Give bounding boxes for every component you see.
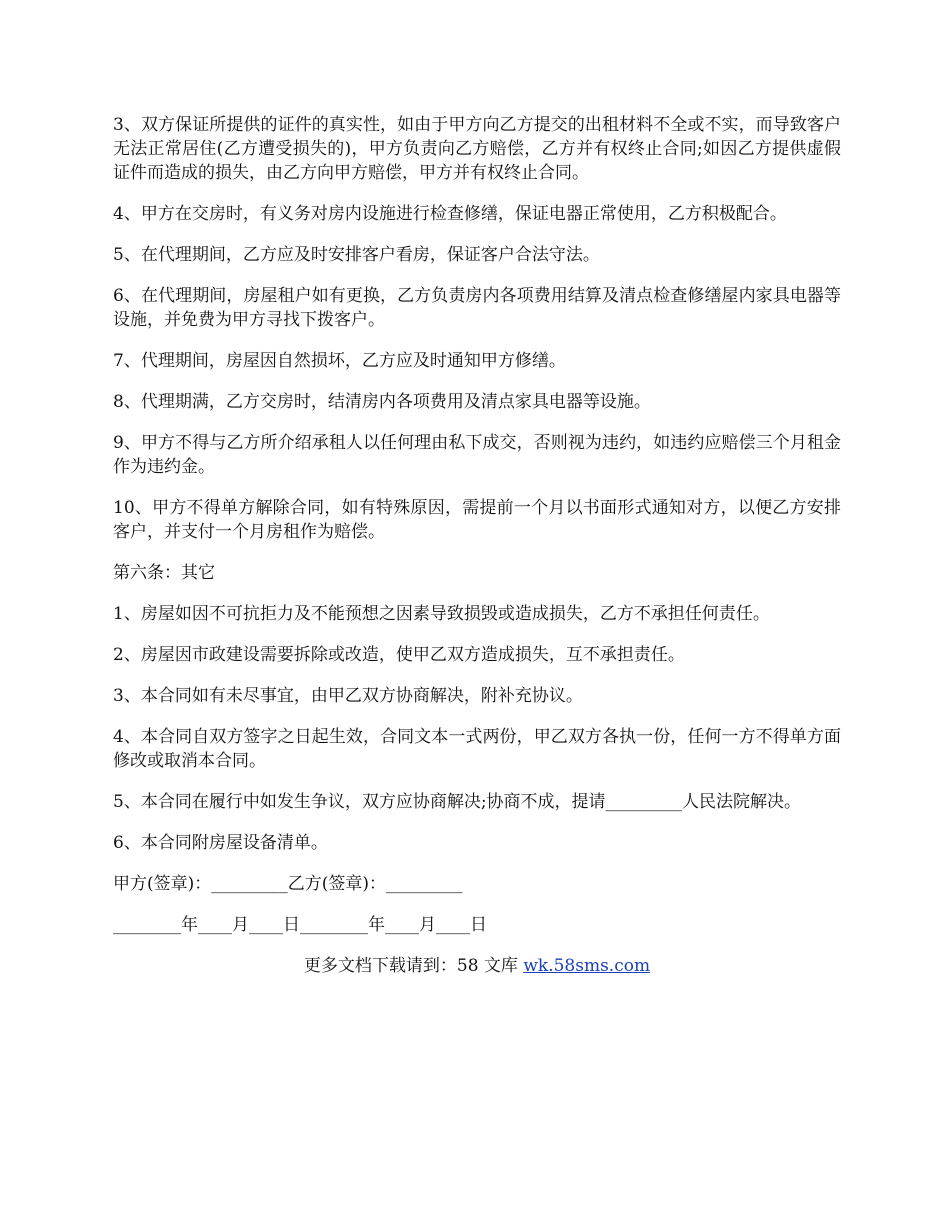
other-clause-6-equipment-list: 6、本合同附房屋设备清单。	[113, 833, 328, 853]
section-6-heading: 第六条：其它	[113, 563, 215, 583]
other-clause-4-effective: 4、本合同自双方签字之日起生效，合同文本一式两份，甲乙双方各执一份，任何一方不得单方面修改或取消本合同。	[113, 727, 841, 771]
clause-4-handover-inspection: 4、甲方在交房时，有义务对房内设施进行检查修缮，保证电器正常使用，乙方积极配合。	[113, 204, 787, 224]
clause-3-authenticity: 3、双方保证所提供的证件的真实性，如由于甲方向乙方提交的出租材料不全或不实，而导致客户无法正常居住(乙方遭受损失的)，甲方负责向乙方赔偿，乙方并有权终止合同;如因乙方提供虚假证件而造成的损失，由乙方向甲方赔偿，甲方并有权终止合同。	[113, 115, 841, 183]
other-clause-2-demolition: 2、房屋因市政建设需要拆除或改造，使甲乙双方造成损失，互不承担责任。	[113, 645, 685, 665]
footer-text: 更多文档下载请到：58 文库	[303, 956, 524, 976]
clause-8-term-end: 8、代理期满，乙方交房时，结清房内各项费用及清点家具电器等设施。	[113, 392, 651, 412]
signature-line: 甲方(签章)：_________乙方(签章)：_________	[113, 874, 463, 894]
date-line: ________年____月____日________年____月____日	[113, 915, 487, 935]
other-clause-5-dispute: 5、本合同在履行中如发生争议，双方应协商解决;协商不成，提请_________人民法院解决。	[113, 792, 802, 812]
footer-link[interactable]: wk.58sms.com	[523, 956, 651, 976]
clause-7-natural-damage: 7、代理期间，房屋因自然损坏，乙方应及时通知甲方修缮。	[113, 351, 566, 371]
clause-9-private-deal: 9、甲方不得与乙方所介绍承租人以任何理由私下成交，否则视为违约，如违约应赔偿三个月租金作为违约金。	[113, 433, 841, 477]
document-body	[113, 113, 841, 978]
clause-10-termination: 10、甲方不得单方解除合同，如有特殊原因，需提前一个月以书面形式通知对方，以便乙方安排客户，并支付一个月房租作为赔偿。	[113, 498, 841, 542]
clause-6-tenant-change: 6、在代理期间，房屋租户如有更换，乙方负责房内各项费用结算及清点检查修缮屋内家具电器等设施，并免费为甲方寻找下拨客户。	[113, 286, 841, 330]
other-clause-3-supplement: 3、本合同如有未尽事宜，由甲乙双方协商解决，附补充协议。	[113, 686, 583, 706]
download-footer	[113, 954, 841, 978]
clause-5-viewings: 5、在代理期间，乙方应及时安排客户看房，保证客户合法守法。	[113, 245, 600, 265]
other-clause-1-force-majeure: 1、房屋如因不可抗拒力及不能预想之因素导致损毁或造成损失，乙方不承担任何责任。	[113, 604, 770, 624]
